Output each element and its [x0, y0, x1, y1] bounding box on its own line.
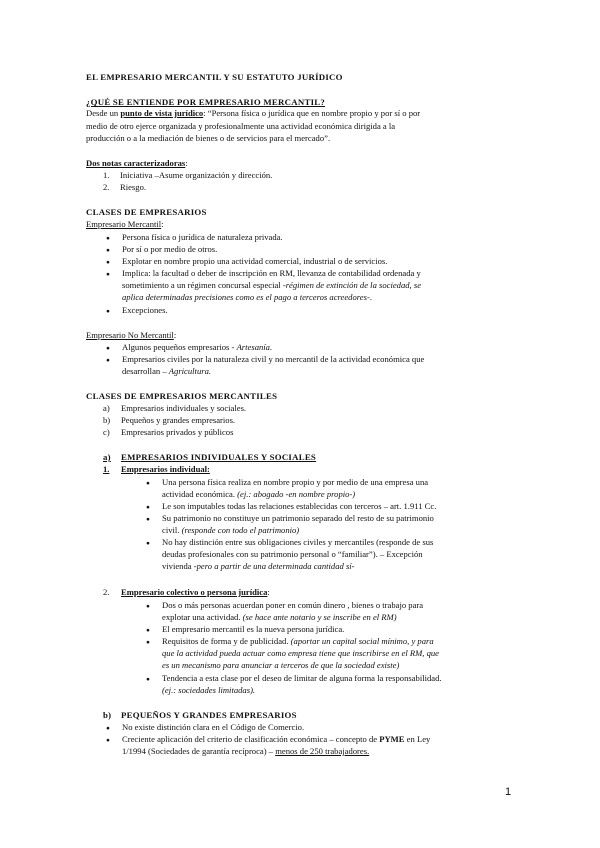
notes-label: [86, 158, 188, 169]
individual-title: Empresarios individual:: [121, 464, 210, 474]
bullet-icon: [106, 342, 110, 354]
list-item-continued: [122, 366, 211, 377]
list-item: Pequeños y grandes empresarios.: [121, 415, 236, 425]
bullet-icon: [146, 673, 150, 685]
bullet-icon: [146, 624, 150, 636]
bullet-icon: [106, 232, 110, 244]
text-run-italic: (responde con todo el patrimonio): [181, 525, 300, 535]
section-a-marker: a): [103, 452, 111, 462]
text-run-bold: PYME: [379, 734, 405, 744]
section-b-marker: b): [103, 710, 112, 720]
text-run-italic: pero a partir de una determinada cantidad sí-: [196, 561, 355, 571]
text-run: Algunos pequeños empresarios -: [122, 342, 237, 352]
list-item: Empresarios privados y públicos: [121, 427, 234, 437]
section-b-heading: PEQUEÑOS Y GRANDES EMPRESARIOS: [121, 710, 297, 720]
list-item-continued: (ej.: sociedades limitadas).: [162, 685, 256, 695]
bullet-icon: [106, 734, 110, 746]
document-title: EL EMPRESARIO MERCANTIL Y SU ESTATUTO JURÍDICO: [86, 72, 343, 82]
text-run-underline: menos de 250 trabajadores.: [275, 746, 370, 756]
bullet-icon: [106, 354, 110, 366]
text-run: vivienda -: [162, 561, 197, 571]
clases-heading: CLASES DE EMPRESARIOS: [86, 207, 207, 217]
page-number: 1: [505, 786, 512, 798]
bullet-icon: [106, 305, 110, 317]
list-item: Empresarios individuales y sociales.: [121, 403, 247, 413]
note-item: Riesgo.: [120, 182, 147, 192]
definition-line-1: [86, 108, 420, 119]
text-run-italic: (se hace ante notario y se inscribe en el RM): [242, 612, 397, 622]
text-run: en Ley: [404, 734, 431, 744]
section-a-heading: EMPRESARIOS INDIVIDUALES Y SOCIALES: [121, 452, 317, 462]
list-item-continued: [162, 561, 355, 572]
definition-line-3: producción o a la mediación de bienes o de servicios para el mercado”.: [86, 133, 331, 143]
definition-key: punto de vista jurídico: [120, 108, 204, 118]
list-item: No existe distinción clara en el Código de Comercio.: [122, 722, 305, 732]
definition-pre: Desde un: [86, 108, 121, 118]
text-run: Creciente aplicación del criterio de clasificación económica – concepto de: [122, 734, 380, 744]
list-item: No hay distinción entre sus obligaciones civiles y mercantiles (responde de sus: [162, 537, 434, 547]
colectivo-number: 2.: [103, 587, 110, 597]
definition-post: : “Persona física o jurídica que en nombre propio y por sí o por: [203, 108, 421, 118]
note-item: Iniciativa –Asume organización y dirección.: [120, 170, 273, 180]
list-item: Una persona física realiza en nombre propio y por medio de una empresa una: [162, 477, 429, 487]
text-run-italic: régimen de extinción de la sociedad, se: [285, 280, 422, 290]
list-item: Excepciones.: [122, 305, 168, 315]
no-mercantil-label: [86, 330, 176, 341]
list-item: Le son imputables todas las relaciones establecidas con terceros – art. 1.911 Cc.: [162, 501, 437, 511]
notes-colon: :: [185, 158, 188, 168]
text-run-italic: Artesanía.: [236, 342, 273, 352]
mercantil-label: [86, 219, 164, 230]
list-item-continued: [122, 746, 369, 757]
bullet-icon: [146, 477, 150, 489]
text-run: sometimiento a un régimen concursal especial -: [122, 280, 286, 290]
bullet-icon: [106, 268, 110, 280]
list-marker: c): [103, 427, 110, 437]
colon: :: [173, 330, 177, 340]
bullet-icon: [146, 501, 150, 513]
bullet-icon: [146, 537, 150, 549]
list-item-continued: [162, 525, 299, 536]
colon: :: [267, 587, 270, 597]
notes-label-text: Dos notas caracterizadoras: [86, 158, 186, 168]
list-item: Implica: la facultad o deber de inscripción en RM, llevanza de contabilidad ordenada y: [122, 268, 421, 278]
colectivo-title-text: Empresario colectivo o persona jurídica: [121, 587, 268, 597]
text-run: civil.: [162, 525, 182, 535]
list-item: [162, 636, 434, 647]
text-run: 1/1994 (Sociedades de garantía recíproca) –: [122, 746, 276, 756]
clases-mercantiles-heading: CLASES DE EMPRESARIOS MERCANTILES: [86, 391, 278, 401]
list-item: Tendencia a esta clase por el deseo de limitar de alguna forma la responsabilidad.: [162, 673, 442, 683]
list-marker: 1.: [103, 170, 110, 180]
text-run-italic: (ej.: abogado -en nombre propio-): [237, 489, 356, 499]
individual-number: 1.: [103, 464, 110, 474]
list-item: Su patrimonio no constituye un patrimonio separado del resto de su patrimonio: [162, 513, 434, 523]
colon: :: [161, 219, 164, 229]
text-run: Requisitos de forma y de publicidad.: [162, 636, 291, 646]
text-run-italic: Agricultura.: [168, 366, 212, 376]
list-item: Persona física o jurídica de naturaleza privada.: [122, 232, 283, 242]
list-item-continued: [162, 612, 397, 623]
list-marker: b): [103, 415, 111, 425]
colectivo-title: [121, 587, 270, 598]
bullet-icon: [106, 244, 110, 256]
list-item-continued: es un mecanismo para anunciar a terceros de que la sociedad existe): [162, 660, 400, 670]
text-run: .: [369, 292, 372, 302]
list-item-continued: [122, 280, 421, 291]
text-run: desarrollan –: [122, 366, 169, 376]
text-run-italic: (aportar un capital social mínimo, y para: [290, 636, 434, 646]
bullet-icon: [146, 600, 150, 612]
bullet-icon: [146, 636, 150, 648]
question-heading: ¿QUÉ SE ENTIENDE POR EMPRESARIO MERCANTIL?: [86, 97, 326, 107]
mercantil-label-text: Empresario Mercantil: [86, 219, 162, 229]
bullet-icon: [106, 722, 110, 734]
text-run: actividad económica.: [162, 489, 238, 499]
bullet-icon: [146, 513, 150, 525]
list-item-continued: [162, 489, 355, 500]
definition-line-2: medio de otro ejerce organizada y profesionalmente una actividad económica dirigida a la: [86, 121, 396, 131]
list-item: [122, 734, 430, 745]
list-marker: a): [103, 403, 110, 413]
list-item-continued: [122, 292, 372, 303]
bullet-icon: [106, 256, 110, 268]
list-marker: 2.: [103, 182, 110, 192]
list-item-continued: que la actividad pueda actuar como empresa tiene que inscribirse en el RM, que: [162, 648, 440, 658]
list-item: Por sí o por medio de otros.: [122, 244, 218, 254]
list-item: Dos o más personas acuerdan poner en común dinero , bienes o trabajo para: [162, 600, 424, 610]
list-item: Empresarios civiles por la naturaleza civil y no mercantil de la actividad económica que: [122, 354, 425, 364]
list-item: Explotar en nombre propio una actividad comercial, industrial o de servicios.: [122, 256, 388, 266]
list-item: El empresario mercantil es la nueva persona jurídica.: [162, 624, 345, 634]
list-item: [122, 342, 272, 353]
no-mercantil-label-text: Empresario No Mercantil: [86, 330, 174, 340]
text-run-italic: aplica determinadas precisiones como es el pago a terceros acreedores-: [122, 292, 370, 302]
text-run: explotar una actividad.: [162, 612, 243, 622]
list-item-continued: deudas profesionales con su patrimonio personal o “familiar”). – Excepción: [162, 549, 423, 559]
